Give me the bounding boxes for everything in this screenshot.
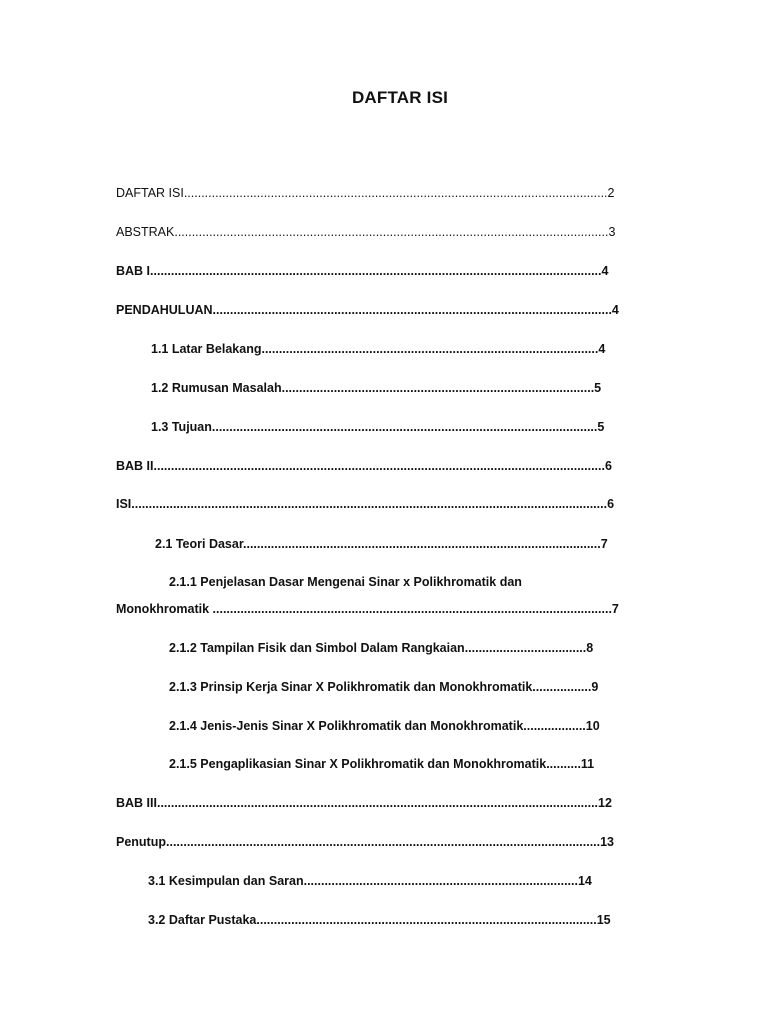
- toc-entry-pendahuluan: PENDAHULUAN...................................................................................................................4: [116, 303, 619, 317]
- toc-entry-2-1-1-line1: 2.1.1 Penjelasan Dasar Mengenai Sinar x Polikhromatik dan: [169, 575, 522, 589]
- toc-entry-2-1-5: 2.1.5 Pengaplikasian Sinar X Polikhromatik dan Monokhromatik..........11: [169, 757, 595, 771]
- toc-entry-isi: ISI.........................................................................................................................................6: [116, 497, 615, 511]
- toc-entry-penutup: Penutup.............................................................................................................................13: [116, 835, 615, 849]
- toc-entry-bab-1: BAB I..................................................................................................................................4: [116, 264, 609, 278]
- toc-entry-abstrak: ABSTRAK.............................................................................................................................3: [116, 225, 616, 239]
- toc-entry-2-1-3: 2.1.3 Prinsip Kerja Sinar X Polikhromatik dan Monokhromatik.................9: [169, 680, 599, 694]
- toc-entry-1-3: 1.3 Tujuan...............................................................................................................5: [151, 420, 605, 434]
- toc-entry-bab-2: BAB II..................................................................................................................................6: [116, 459, 612, 473]
- toc-entry-2-1-1-line2: Monokhromatik ...................................................................................................................7: [116, 602, 619, 616]
- toc-entry-1-1: 1.1 Latar Belakang.................................................................................................4: [151, 342, 606, 356]
- toc-entry-3-1: 3.1 Kesimpulan dan Saran...............................................................................14: [148, 874, 592, 888]
- toc-entry-2-1-4: 2.1.4 Jenis-Jenis Sinar X Polikhromatik dan Monokhromatik..................10: [169, 719, 600, 733]
- toc-entry-daftar-isi: DAFTAR ISI..........................................................................................................................2: [116, 186, 615, 200]
- page-title: DAFTAR ISI: [351, 88, 449, 107]
- toc-entry-3-2: 3.2 Daftar Pustaka..................................................................................................15: [148, 913, 611, 927]
- toc-entry-2-1: 2.1 Teori Dasar.......................................................................................................7: [155, 537, 608, 551]
- toc-entry-1-2: 1.2 Rumusan Masalah..........................................................................................5: [151, 381, 602, 395]
- toc-entry-2-1-2: 2.1.2 Tampilan Fisik dan Simbol Dalam Rangkaian...................................8: [169, 641, 594, 655]
- toc-entry-bab-3: BAB III...............................................................................................................................12: [116, 796, 612, 810]
